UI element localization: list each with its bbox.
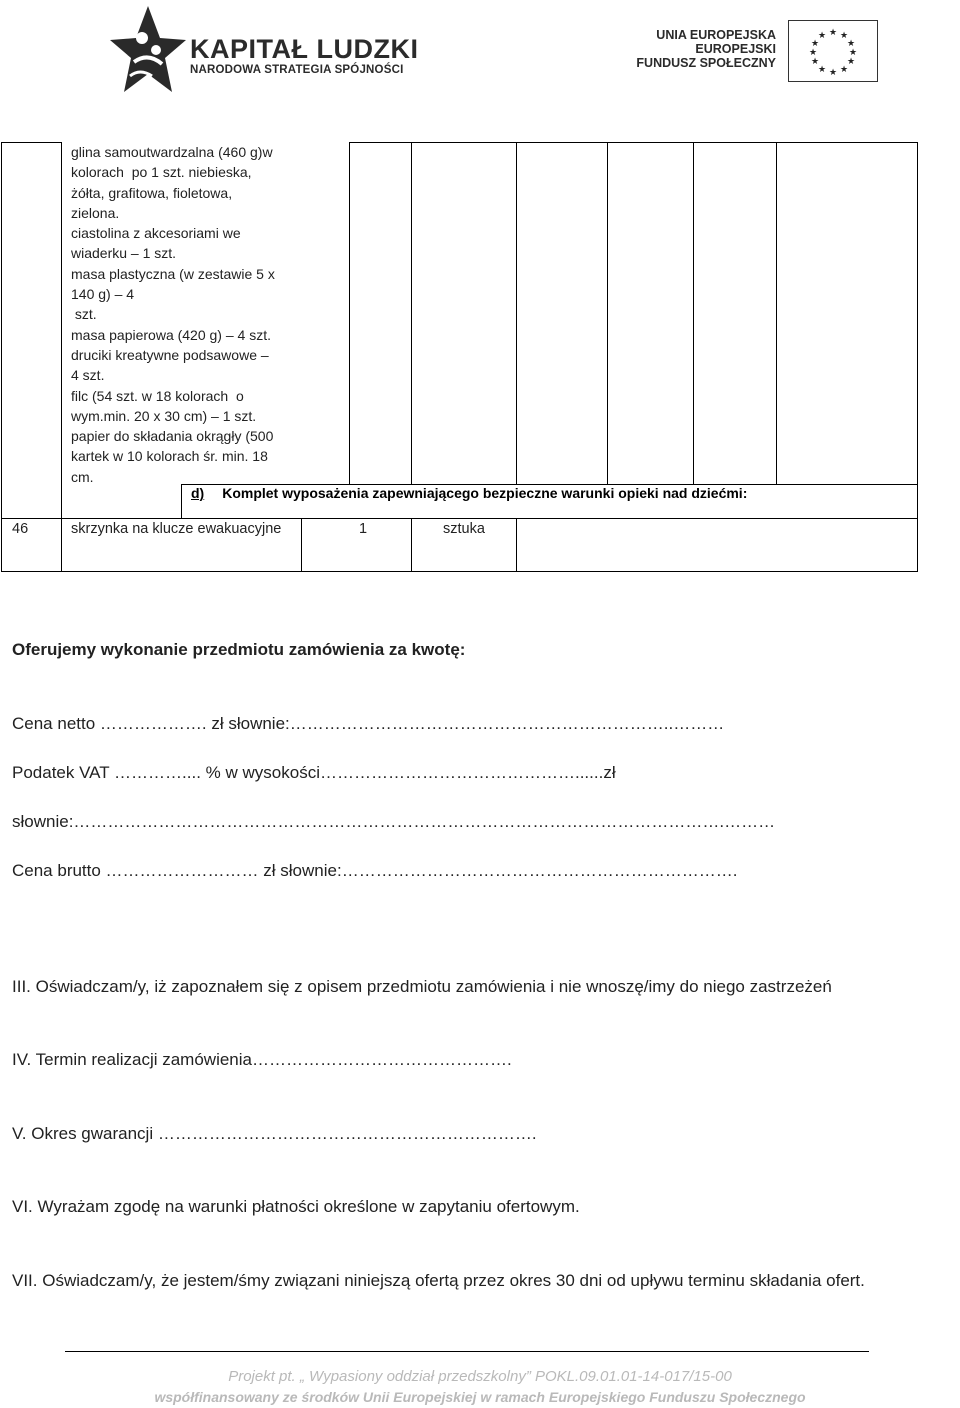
section-v: V. Okres gwarancji …………………………………………………………. <box>12 1124 537 1143</box>
cena-netto-line: Cena netto ………………. zł słownie:…………………………………………………………..……… <box>12 714 725 733</box>
item-line: papier do składania okrągły (500 <box>71 428 274 445</box>
eu-line-1: UNIA EUROPEJSKA <box>656 28 776 42</box>
item-line: szt. <box>71 306 97 323</box>
svg-text:★: ★ <box>839 31 849 41</box>
eu-line-3: FUNDUSZ SPOŁECZNY <box>636 56 776 70</box>
item-line: kolorach po 1 szt. niebieska, <box>71 164 252 181</box>
item-line: wiaderku – 1 szt. <box>71 245 177 262</box>
item-line: masa papierowa (420 g) – 4 szt. <box>71 326 271 343</box>
item-line: żółta, grafitowa, fioletowa, <box>71 184 233 201</box>
svg-text:★: ★ <box>828 28 838 38</box>
item-line: druciki kreatywne podsawowe – <box>71 346 269 363</box>
section-vi: VI. Wyrażam zgodę na warunki płatności określone w zapytaniu ofertowym. <box>12 1197 580 1216</box>
row-46-number: 46 <box>12 521 29 537</box>
svg-text:★: ★ <box>848 48 858 58</box>
section-d-title: Komplet wyposażenia zapewniającego bezpieczne warunki opieki nad dziećmi: <box>222 485 748 501</box>
svg-text:★: ★ <box>828 68 838 78</box>
item-line: 4 szt. <box>71 367 105 384</box>
slownie-line: słownie:…………………………………………………………………………………………………….……… <box>12 812 776 831</box>
kapital-ludzki-subtitle: NARODOWA STRATEGIA SPÓJNOŚCI <box>190 64 404 76</box>
item-description-cell <box>71 142 301 487</box>
item-line: wym.min. 20 x 30 cm) – 1 szt. <box>71 407 257 424</box>
section-vii: VII. Oświadczam/y, że jestem/śmy związani niniejszą ofertą przez okres 30 dni od upływu terminu składania ofert. <box>12 1271 865 1290</box>
item-line: kartek w 10 kolorach śr. min. 18 <box>71 448 268 465</box>
row-46-unit: sztuka <box>443 521 485 537</box>
section-d-heading <box>191 485 747 501</box>
section-iii: III. Oświadczam/y, iż zapoznałem się z opisem przedmiotu zamówienia i nie wnoszę/imy do niego zastrzeżeń <box>12 977 832 996</box>
eu-flag-icon <box>788 20 878 82</box>
svg-text:★: ★ <box>817 31 827 41</box>
svg-text:★: ★ <box>810 57 820 67</box>
svg-text:★: ★ <box>810 39 820 49</box>
row-46-name: skrzynka na klucze ewakuacyjne <box>71 521 282 537</box>
eu-line-2: EUROPEJSKI <box>695 42 776 56</box>
footer-project-line: Projekt pt. „ Wypasiony oddział przedszkolny” POKL.09.01.01-14-017/15-00 <box>228 1368 732 1385</box>
item-line: zielona. <box>71 204 120 221</box>
svg-text:★: ★ <box>808 48 818 58</box>
eu-text-block <box>636 28 776 70</box>
row-46-qty: 1 <box>359 521 368 537</box>
section-iv: IV. Termin realizacji zamówienia………………………………………. <box>12 1050 512 1069</box>
item-line: ciastolina z akcesoriami we <box>71 225 241 242</box>
svg-text:★: ★ <box>817 65 827 75</box>
kapital-ludzki-title: KAPITAŁ LUDZKI <box>190 34 419 64</box>
kapital-ludzki-star-icon <box>108 2 188 98</box>
svg-text:★: ★ <box>839 65 849 75</box>
cena-brutto-line: Cena brutto ……………………… zł słownie:……………………………………………………………. <box>12 861 738 880</box>
item-line: filc (54 szt. w 18 kolorach o <box>71 387 244 404</box>
svg-text:★: ★ <box>846 39 856 49</box>
footer-divider <box>65 1351 869 1352</box>
section-d-letter: d) <box>191 485 205 501</box>
item-line: masa plastyczna (w zestawie 5 x <box>71 265 275 282</box>
podatek-vat-line: Podatek VAT ………….... % w wysokości………………………………………......zł <box>12 763 616 782</box>
offer-heading: Oferujemy wykonanie przedmiotu zamówienia za kwotę: <box>12 640 466 659</box>
item-line: 140 g) – 4 <box>71 286 135 303</box>
svg-text:★: ★ <box>846 57 856 67</box>
footer-cofinanced-line: współfinansowany ze środków Unii Europejskiej w ramach Europejskiego Funduszu Społecznego <box>154 1389 806 1405</box>
item-line: cm. <box>71 468 94 485</box>
item-line: glina samoutwardzalna (460 g)w <box>71 144 273 160</box>
